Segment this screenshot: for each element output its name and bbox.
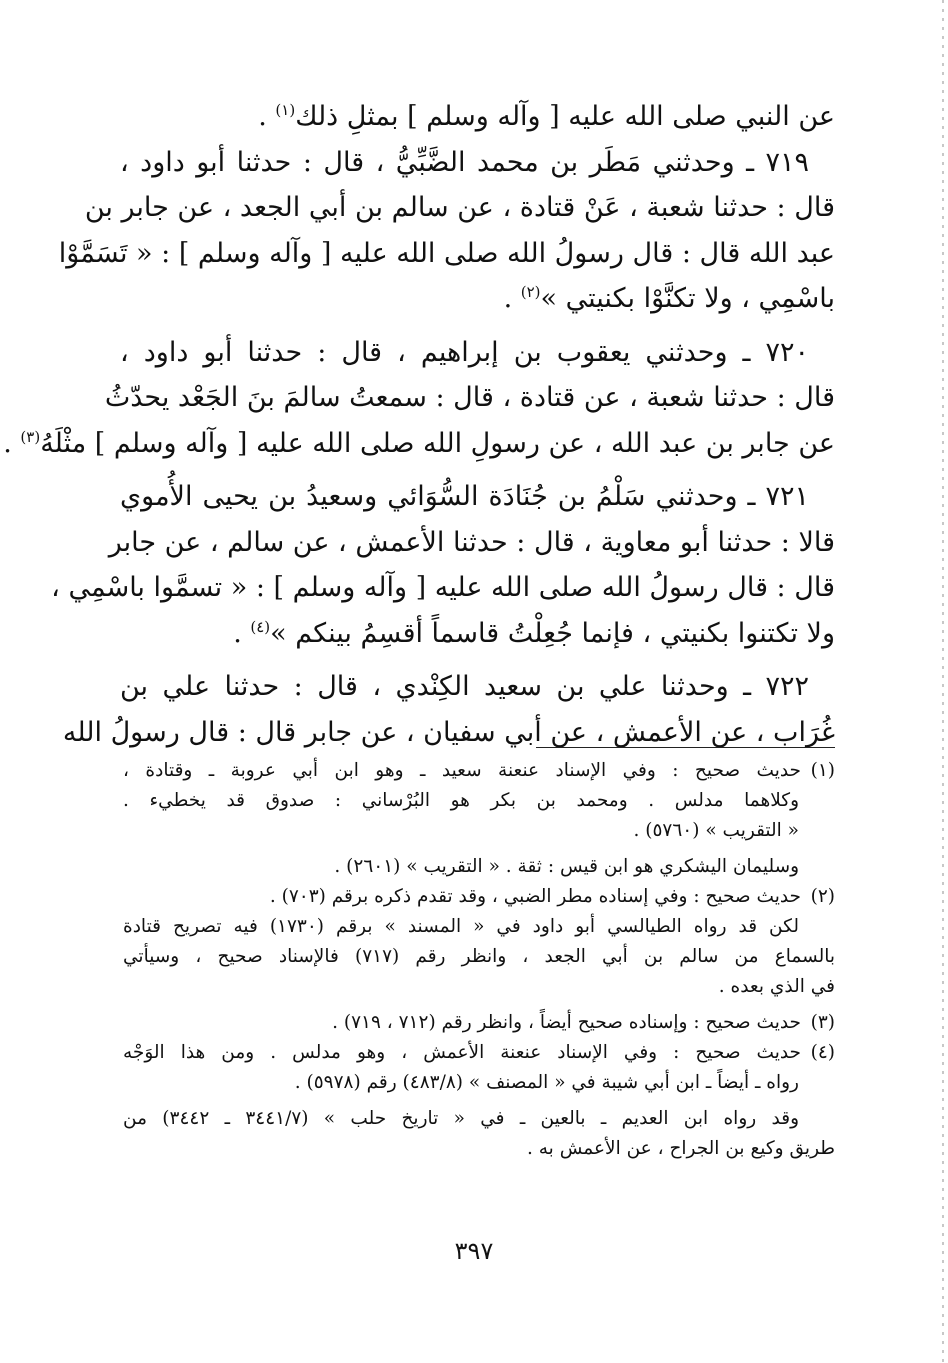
footnote-separator	[536, 747, 835, 748]
page-number: ٣٩٧	[454, 1237, 494, 1265]
footnote-text: حديث صحيح : وفي الإسناد عنعنة سعيد ـ وهو ابن أبي عروبة ـ وقتادة ،	[123, 760, 801, 781]
text-line	[51, 565, 835, 611]
line-text: قال : حدثنا شعبة ، عَنْ قتادة ، عن سالم بن أبي الجعد ، عن جابر بن	[84, 192, 835, 223]
footnote-text: حديث صحيح : وفي إسناده مطر الضبي ، وقد تقدم ذكره برقم (٧٠٣) .	[269, 886, 801, 907]
footnote-number: (١)	[810, 760, 835, 781]
footnote-ref: (١)	[275, 101, 296, 119]
line-text: باسْمِي ، ولا تكنَّوْا بكنيتي »	[540, 283, 835, 314]
footnote-text: « التقريب » (٥٧٦٠) .	[633, 820, 799, 841]
footnote-line	[123, 1038, 835, 1068]
text-line	[120, 664, 835, 710]
footnote-text: بالسماع من سالم بن أبي الجعد ، وانظر رقم (٧١٧) فالإسناد صحيح ، وسيأتي	[123, 946, 835, 967]
text-line	[84, 185, 835, 231]
text-line	[104, 375, 835, 421]
line-text: غُرَاب ، عن الأعمش ، عن أبي سفيان ، عن جابر قال : قال رسولُ الله	[62, 716, 835, 748]
line-text: ٧٢١ ـ وحدثني سَلْمُ بن جُنَادَة السُّوَائي وسعيدُ بن يحيى الأُموي	[120, 481, 809, 512]
line-text: عبد الله قال : قال رسولُ الله صلى الله عليه [ وآله وسلم ] : « تَسَمَّوْا	[58, 237, 835, 269]
line-text: ٧٢٢ ـ وحدثنا علي بن سعيد الكِنْدي ، قال : حدثنا علي بن	[120, 671, 809, 702]
footnote-text: وقد رواه ابن العديم ـ بالعين ـ في « تاريخ حلب » (٣٤٤١/٧ ـ ٣٤٤٢) من	[123, 1108, 799, 1129]
line-text: قال : حدثنا شعبة ، عن قتادة ، قال : سمعتُ سالمَ بنَ الجَعْد يحدّثُ	[104, 382, 835, 413]
paragraph-gap	[120, 466, 835, 474]
footnote-line	[123, 786, 835, 816]
footnote-line	[123, 882, 835, 912]
text-line	[120, 94, 835, 140]
text-line	[108, 520, 835, 566]
footnote-ref: (٣)	[20, 427, 41, 446]
footnote-line	[123, 1068, 835, 1098]
line-end-punct: .	[3, 427, 21, 459]
line-text: ٧٢٠ ـ وحدثني يعقوب بن إبراهيم ، قال : حدثنا أبو داود ،	[120, 336, 809, 368]
line-text: ٧١٩ ـ وحدثني مَطَر بن محمد الضَّبِّيُّ ، قال : حدثنا أبو داود ،	[120, 146, 809, 178]
footnote-line	[123, 942, 835, 972]
line-end-punct: .	[503, 283, 521, 314]
footnote-ref: (٢)	[520, 283, 541, 301]
footnote-text: وكلاهما مدلس . ومحمد بن بكر هو البُرْساني : صدوق قد يخطيء .	[123, 790, 799, 811]
text-line	[120, 276, 835, 322]
footnote-text: حديث صحيح : وإسناده صحيح أيضاً ، وانظر رقم (٧١٢ ، ٧١٩) .	[332, 1012, 801, 1033]
footnote-line	[123, 852, 835, 882]
footnote-line	[123, 972, 835, 1002]
footnote-text: في الذي بعده .	[718, 976, 835, 997]
footnote-text: حديث صحيح : وفي الإسناد عنعنة الأعمش ، وهو مدلس . ومن هذا الوَجْه	[123, 1042, 801, 1063]
footnote-number: (٣)	[810, 1012, 835, 1033]
line-end-punct: .	[258, 101, 276, 132]
line-text: عن النبي صلى الله عليه [ وآله وسلم ] بمثلِ ذلك	[295, 101, 835, 132]
paragraph-gap	[120, 656, 835, 664]
footnote-line	[123, 1104, 835, 1134]
line-text: عن جابر بن عبد الله ، عن رسولِ الله صلى الله عليه [ وآله وسلم ] مثْلَهُ	[40, 427, 835, 459]
line-text: ولا تكتنوا بكنيتي ، فإنما جُعِلْتُ قاسماً أقسِمُ بينكم »	[270, 617, 835, 649]
text-line	[120, 474, 835, 520]
footnote-text: رواه ـ أيضاً ـ ابن أبي شيبة في « المصنف » (٤٨٣/٨) رقم (٥٩٧٨) .	[294, 1072, 799, 1093]
footnote-text: وسليمان اليشكري هو ابن قيس : ثقة . « التقريب » (٢٦٠١) .	[334, 856, 799, 877]
footnote-line	[123, 1134, 835, 1164]
line-end-punct: .	[233, 617, 251, 649]
footnote-line	[123, 756, 835, 786]
main-text	[3, 94, 835, 755]
text-line	[120, 140, 835, 186]
paragraph-gap	[120, 322, 835, 330]
text-line	[58, 231, 835, 277]
footnote-number: (٢)	[810, 886, 835, 907]
footnote-text: طريق وكيع بن الجراح ، عن الأعمش به .	[526, 1138, 835, 1159]
footnote-line	[123, 816, 835, 846]
footnote-line	[123, 1008, 835, 1038]
footnote-number: (٤)	[810, 1042, 835, 1063]
scan-edge-dots	[942, 0, 944, 1363]
text-line	[62, 710, 835, 756]
text-line	[120, 611, 835, 657]
line-text: قالا : حدثنا أبو معاوية ، قال : حدثنا الأعمش ، عن سالم ، عن جابر	[108, 526, 835, 558]
footnote-ref: (٤)	[250, 617, 271, 636]
footnote-line	[123, 912, 835, 942]
footnotes	[123, 756, 835, 1164]
text-line	[3, 421, 835, 467]
text-line	[120, 330, 835, 376]
line-text: قال : قال رسولُ الله صلى الله عليه [ وآله وسلم ] : « تسمَّوا باسْمِي ،	[51, 572, 835, 603]
footnote-text: لكن قد رواه الطيالسي أبو داود في « المسند » برقم (١٧٣٠) فيه تصريح قتادة	[123, 916, 799, 937]
